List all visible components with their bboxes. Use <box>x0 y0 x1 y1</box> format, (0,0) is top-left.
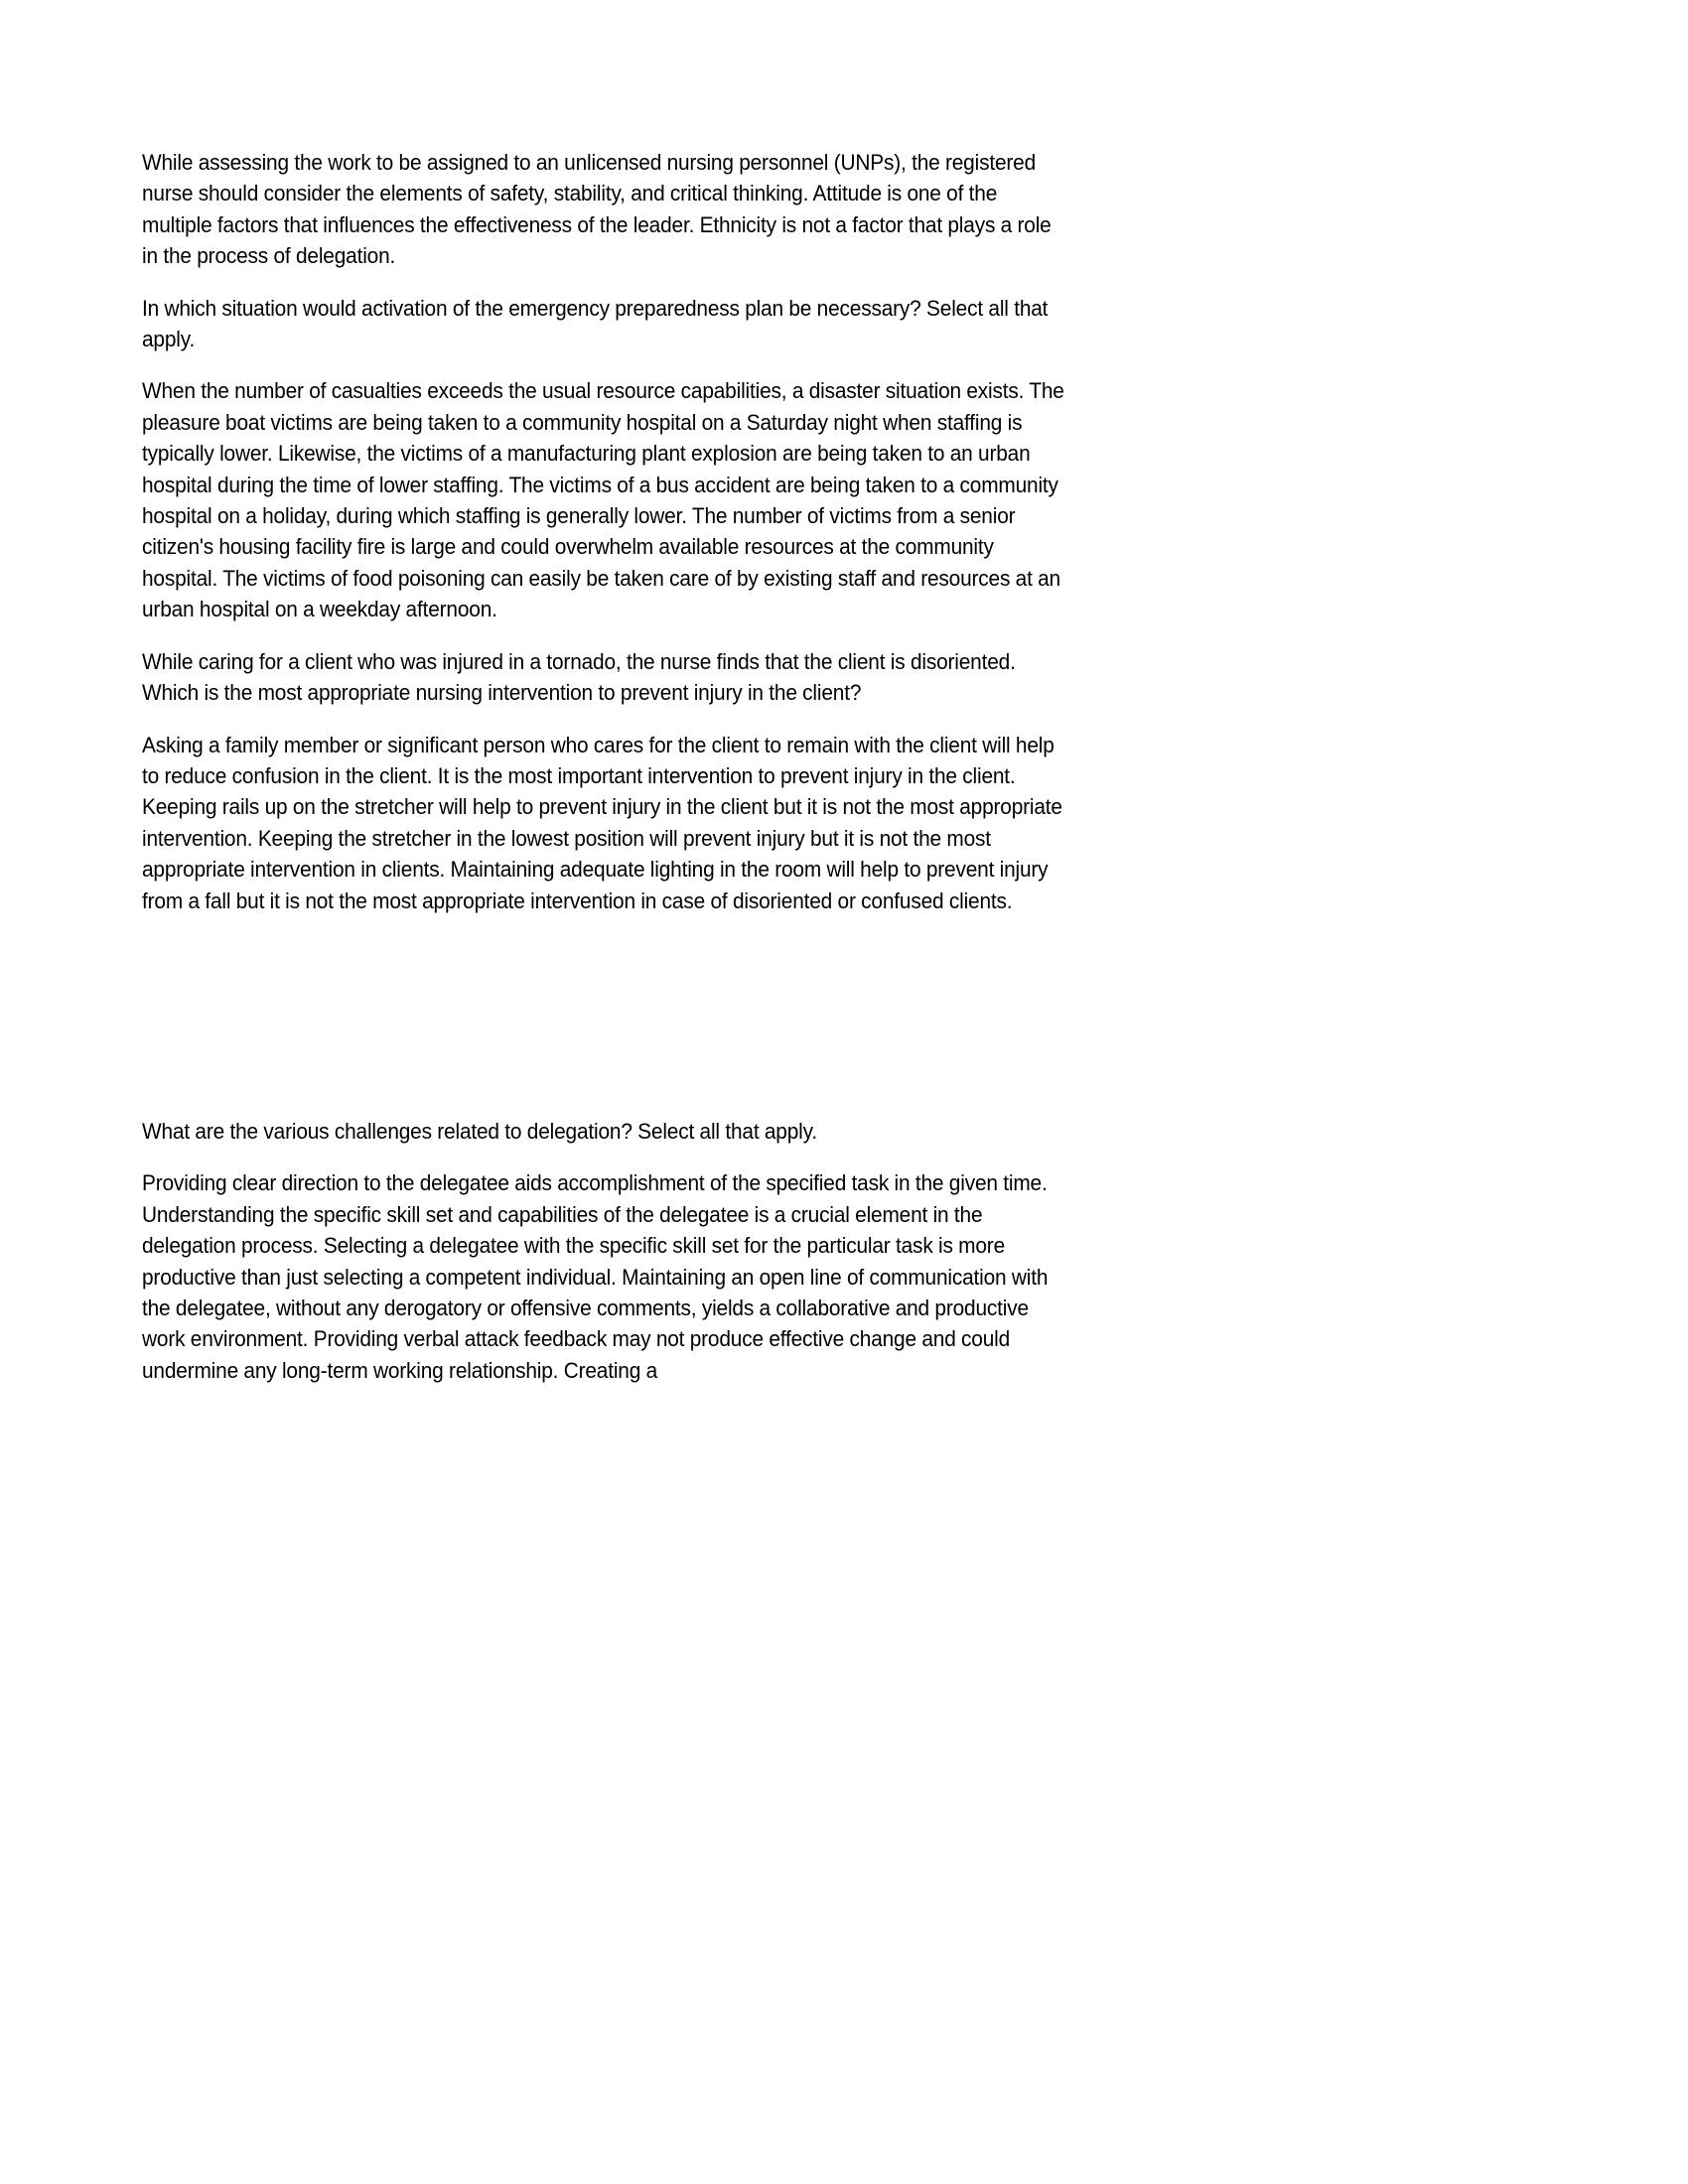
paragraph-rationale-prevent-injury-interventions: Asking a family member or significant person who cares for the client to remain with the client will help to reduce confusion in the client. It is the most important intervention to prevent injury in the client. Keeping rails up on the stretcher will help to prevent injury in the client but it is not the most appropriate intervention. Keeping the stretcher in the lowest position will prevent injury but it is not the most appropriate intervention in clients. Maintaining adequate lighting in the room will help to prevent injury from a fall but it is not the most appropriate intervention in case of disoriented or confused clients. <box>142 732 1062 913</box>
document-text-body <box>142 147 1067 1386</box>
paragraph-unp-delegation-factors: While assessing the work to be assigned to an unlicensed nursing personnel (UNPs), the registered nurse should consider the elements of safety, stability, and critical thinking. Attitude is one of the multiple factors that influences the effectiveness of the leader. Ethnicity is not a factor that plays a role in the process of delegation. <box>142 150 1052 269</box>
paragraph-rationale-delegation-challenges: Providing clear direction to the delegatee aids accomplishment of the specified task in the given time. Understanding the specific skill set and capabilities of the delegatee is a crucial element in the delegation process. Selecting a delegatee with the specific skill set for the particular task is more productive than just selecting a competent individual. Maintaining an open line of communication with the delegatee, without any derogatory or offensive comments, yields a collaborative and productive work environment. Providing verbal attack feedback may not produce effective change and could undermine any long-term working relationship. Creating a <box>142 1170 1049 1383</box>
paragraph-rationale-disaster-situations: When the number of casualties exceeds the usual resource capabilities, a disaster situation exists. The pleasure boat victims are being taken to a community hospital on a Saturday night when staffing is typically lower. Likewise, the victims of a manufacturing plant explosion are being taken to an urban hospital during the time of lower staffing. The victims of a bus accident are being taken to a community hospital on a holiday, during which staffing is generally lower. The number of victims from a senior citizen's housing facility fire is large and could overwhelm available resources at the community hospital. The victims of food poisoning can easily be taken care of by existing staff and resources at an urban hospital on a weekday afternoon. <box>142 378 1064 622</box>
paragraph-question-tornado-disoriented-client: While caring for a client who was injured in a tornado, the nurse finds that the client is disoriented. Which is the most appropriate nursing intervention to prevent injury in the client? <box>142 648 1016 706</box>
section-break-spacer <box>142 937 1067 1116</box>
paragraph-question-delegation-challenges: What are the various challenges related to delegation? Select all that apply. <box>142 1118 817 1144</box>
paragraph-question-emergency-preparedness: In which situation would activation of the emergency preparedness plan be necessary? Select all that apply. <box>142 295 1049 352</box>
